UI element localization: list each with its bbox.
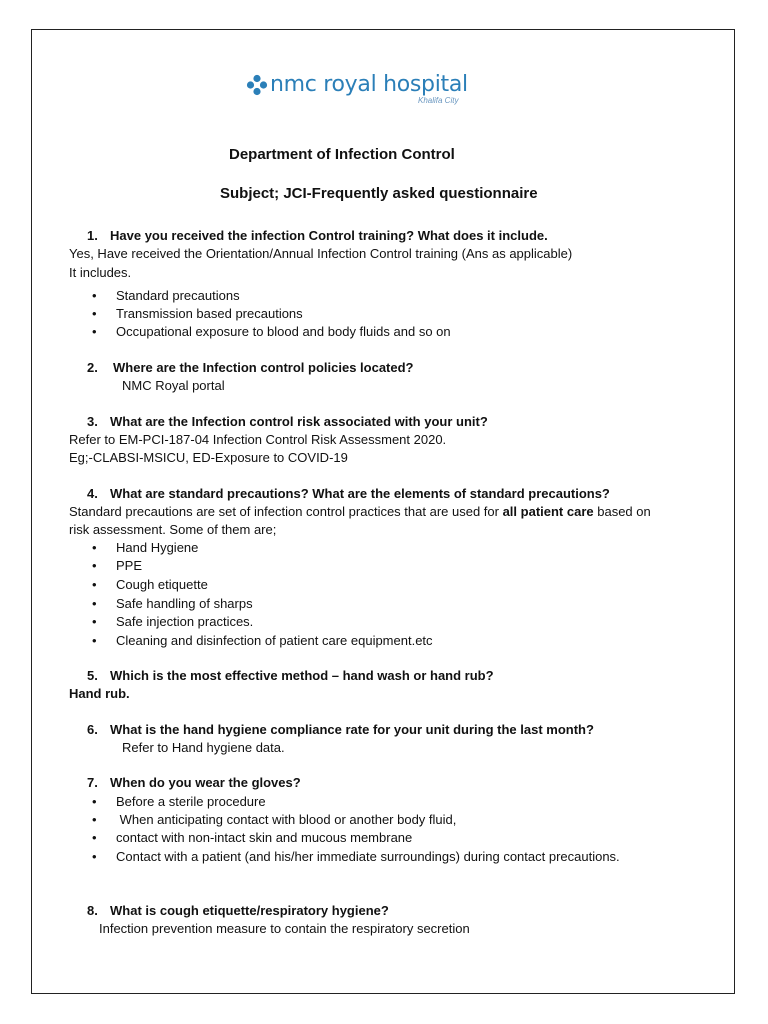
bullet-icon: • bbox=[92, 794, 97, 809]
q1-bullet: Standard precautions bbox=[116, 288, 240, 303]
q4-answer-line1: Standard precautions are set of infection control practices that are used for all patient care based on bbox=[69, 504, 651, 519]
q1-number: 1. bbox=[87, 228, 98, 243]
logo-name: nmc royal hospital bbox=[270, 72, 468, 97]
q1-answer-line1: Yes, Have received the Orientation/Annual Infection Control training (Ans as applicable) bbox=[69, 246, 573, 261]
bullet-icon: • bbox=[92, 812, 97, 827]
logo-subtitle: Khalifa City bbox=[418, 96, 459, 105]
q5-question: Which is the most effective method – hand wash or hand rub? bbox=[110, 668, 494, 683]
q6-answer: Refer to Hand hygiene data. bbox=[122, 740, 285, 755]
flower-logo-icon bbox=[246, 74, 268, 96]
q4-answer-line2: risk assessment. Some of them are; bbox=[69, 522, 277, 537]
q1-question: Have you received the infection Control training? What does it include. bbox=[110, 228, 548, 243]
q8-answer: Infection prevention measure to contain the respiratory secretion bbox=[99, 921, 470, 936]
q4-bullet: Cough etiquette bbox=[116, 577, 208, 592]
q5-answer: Hand rub. bbox=[69, 686, 130, 701]
q1-bullet: Transmission based precautions bbox=[116, 306, 303, 321]
q3-number: 3. bbox=[87, 414, 98, 429]
bullet-icon: • bbox=[92, 596, 97, 611]
q7-question: When do you wear the gloves? bbox=[110, 775, 301, 790]
q4-bullet: Safe handling of sharps bbox=[116, 596, 253, 611]
q4-number: 4. bbox=[87, 486, 98, 501]
q4-bullet: Cleaning and disinfection of patient care equipment.etc bbox=[116, 633, 433, 648]
bullet-icon: • bbox=[92, 577, 97, 592]
q6-number: 6. bbox=[87, 722, 98, 737]
q7-bullet: Before a sterile procedure bbox=[116, 794, 266, 809]
q4-question: What are standard precautions? What are the elements of standard precautions? bbox=[110, 486, 610, 501]
q6-question: What is the hand hygiene compliance rate for your unit during the last month? bbox=[110, 722, 594, 737]
bullet-icon: • bbox=[92, 540, 97, 555]
q5-number: 5. bbox=[87, 668, 98, 683]
q4-bullet: Hand Hygiene bbox=[116, 540, 199, 555]
q7-bullet: Contact with a patient (and his/her immediate surroundings) during contact precautions. bbox=[116, 849, 620, 864]
q7-bullet: When anticipating contact with blood or another body fluid, bbox=[116, 812, 457, 827]
bullet-icon: • bbox=[92, 306, 97, 321]
q7-bullet: contact with non-intact skin and mucous membrane bbox=[116, 830, 413, 845]
bullet-icon: • bbox=[92, 830, 97, 845]
q8-question: What is cough etiquette/respiratory hygiene? bbox=[110, 903, 389, 918]
q2-answer: NMC Royal portal bbox=[122, 378, 225, 393]
q1-answer-line2: It includes. bbox=[69, 265, 132, 280]
q3-answer-line2: Eg;-CLABSI-MSICU, ED-Exposure to COVID-19 bbox=[69, 450, 348, 465]
bullet-icon: • bbox=[92, 849, 97, 864]
bullet-icon: • bbox=[92, 324, 97, 339]
bullet-icon: • bbox=[92, 614, 97, 629]
q4-bullet: PPE bbox=[116, 558, 143, 573]
q8-number: 8. bbox=[87, 903, 98, 918]
department-heading: Department of Infection Control bbox=[229, 146, 455, 163]
q4-bullet: Safe injection practices. bbox=[116, 614, 254, 629]
q2-number: 2. bbox=[87, 360, 98, 375]
subject-heading: Subject; JCI-Frequently asked questionnaire bbox=[220, 185, 538, 202]
bullet-icon: • bbox=[92, 558, 97, 573]
q3-answer-line1: Refer to EM-PCI-187-04 Infection Control Risk Assessment 2020. bbox=[69, 432, 447, 447]
q7-number: 7. bbox=[87, 775, 98, 790]
bullet-icon: • bbox=[92, 288, 97, 303]
bullet-icon: • bbox=[92, 633, 97, 648]
q2-question: Where are the Infection control policies located? bbox=[113, 360, 414, 375]
q1-bullet: Occupational exposure to blood and body fluids and so on bbox=[116, 324, 451, 339]
q3-question: What are the Infection control risk associated with your unit? bbox=[110, 414, 488, 429]
